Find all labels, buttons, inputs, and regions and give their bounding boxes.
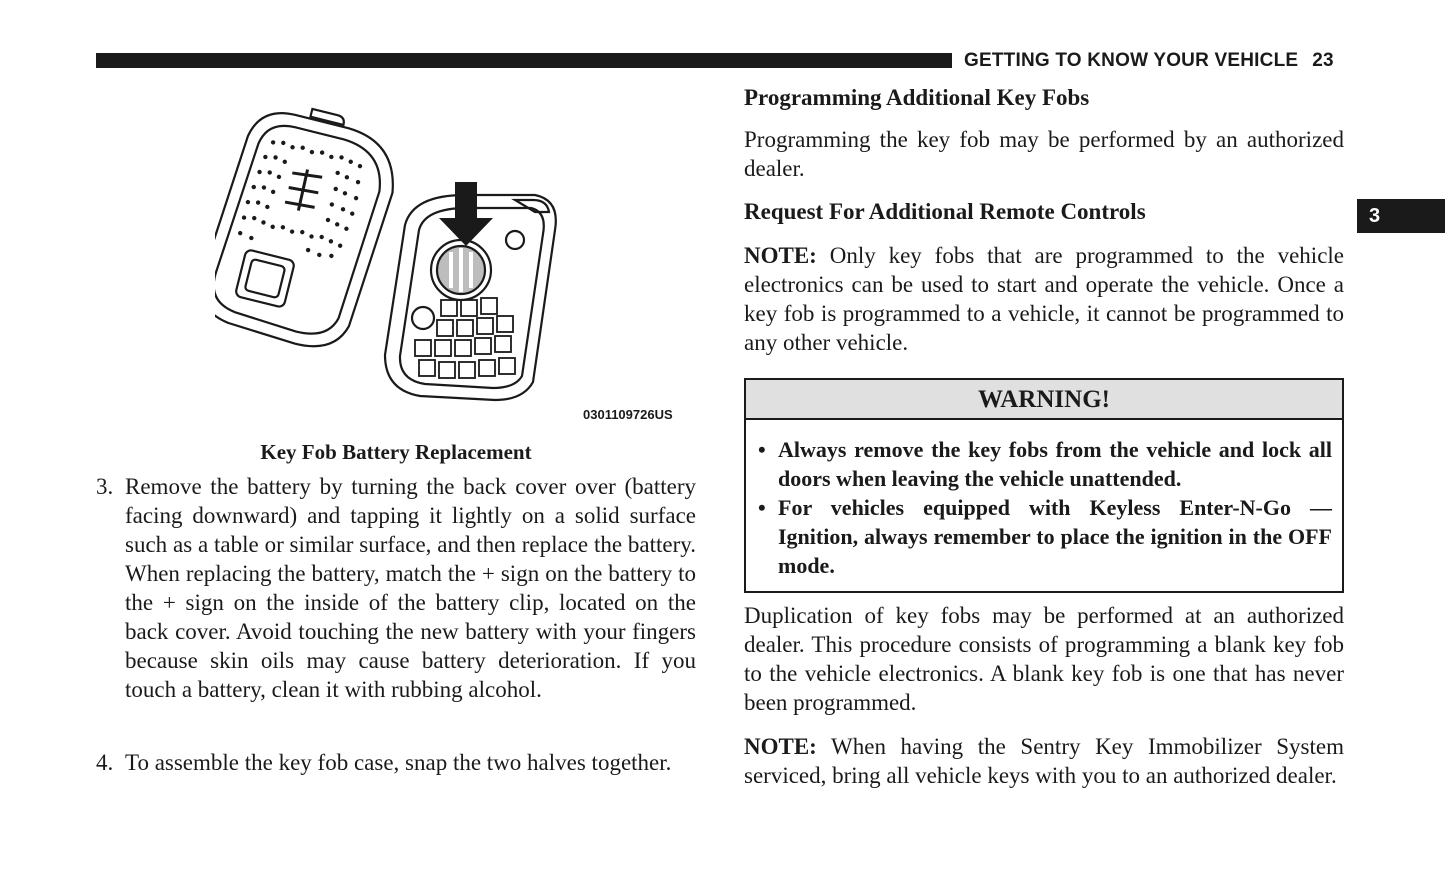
fob-back-cover [215,100,407,358]
bullet-icon: • [758,495,766,520]
note-paragraph-2 [744,732,1344,790]
warning-box [744,378,1344,593]
figure-caption: Key Fob Battery Replacement [260,440,532,464]
programming-heading: Programming Additional Key Fobs [744,85,1090,110]
warning-list [746,420,1342,580]
header-rule [96,53,952,68]
figure-id: 0301109726US [583,407,673,422]
programming-text: Programming the key fob may be performed by an authorized dealer. [744,127,1344,181]
arrow-down-icon [439,182,493,246]
note-label: NOTE: [744,734,817,759]
step-4 [96,748,696,777]
key-fob-illustration [215,100,695,430]
step-text: To assemble the key fob case, snap the two halves together. [125,750,672,775]
warning-item: • Always remove the key fobs from the vehicle and lock all doors when leaving the vehicle unattended. [758,437,1332,491]
step-text: Remove the battery by turning the back cover over (battery facing downward) and tapping it lightly on a solid surface such as a table or similar surface, and then replace the battery. When replacing the battery, match the + sign on the battery to the + sign on the inside of the battery clip, located on the back cover. Avoid touching the new battery with your fingers because skin oils may cause battery deterioration. If you touch a battery, clean it with rubbing alcohol. [125,474,696,702]
bullet-icon: • [758,437,766,462]
page-number: 23 [1312,50,1334,71]
request-heading: Request For Additional Remote Controls [744,199,1146,224]
step-3 [96,472,696,704]
section-title: GETTING TO KNOW YOUR VEHICLE [964,50,1299,71]
warning-title: WARNING! [746,380,1342,420]
warning-item: • For vehicles equipped with Keyless Enter-N-Go — Ignition, always remember to place the ignition in the OFF mode. [758,495,1332,578]
note-paragraph-1 [744,241,1344,357]
note-text: Only key fobs that are programmed to the vehicle electronics can be used to start and operate the vehicle. Once a key fob is programmed to a vehicle, it cannot be programmed to any other vehicle. [744,243,1344,355]
step-number: 3. [96,474,114,499]
duplication-paragraph: Duplication of key fobs may be performed at an authorized dealer. This procedure consists of programming a blank key fob to the vehicle electronics. A blank key fob is one that has never been programmed. [744,603,1344,715]
chapter-tab: 3 [1357,199,1445,233]
note-text: When having the Sentry Key Immobilizer System serviced, bring all vehicle keys with you to an authorized dealer. [744,734,1344,788]
running-header [964,50,1334,72]
step-number: 4. [96,750,114,775]
note-label: NOTE: [744,243,817,268]
